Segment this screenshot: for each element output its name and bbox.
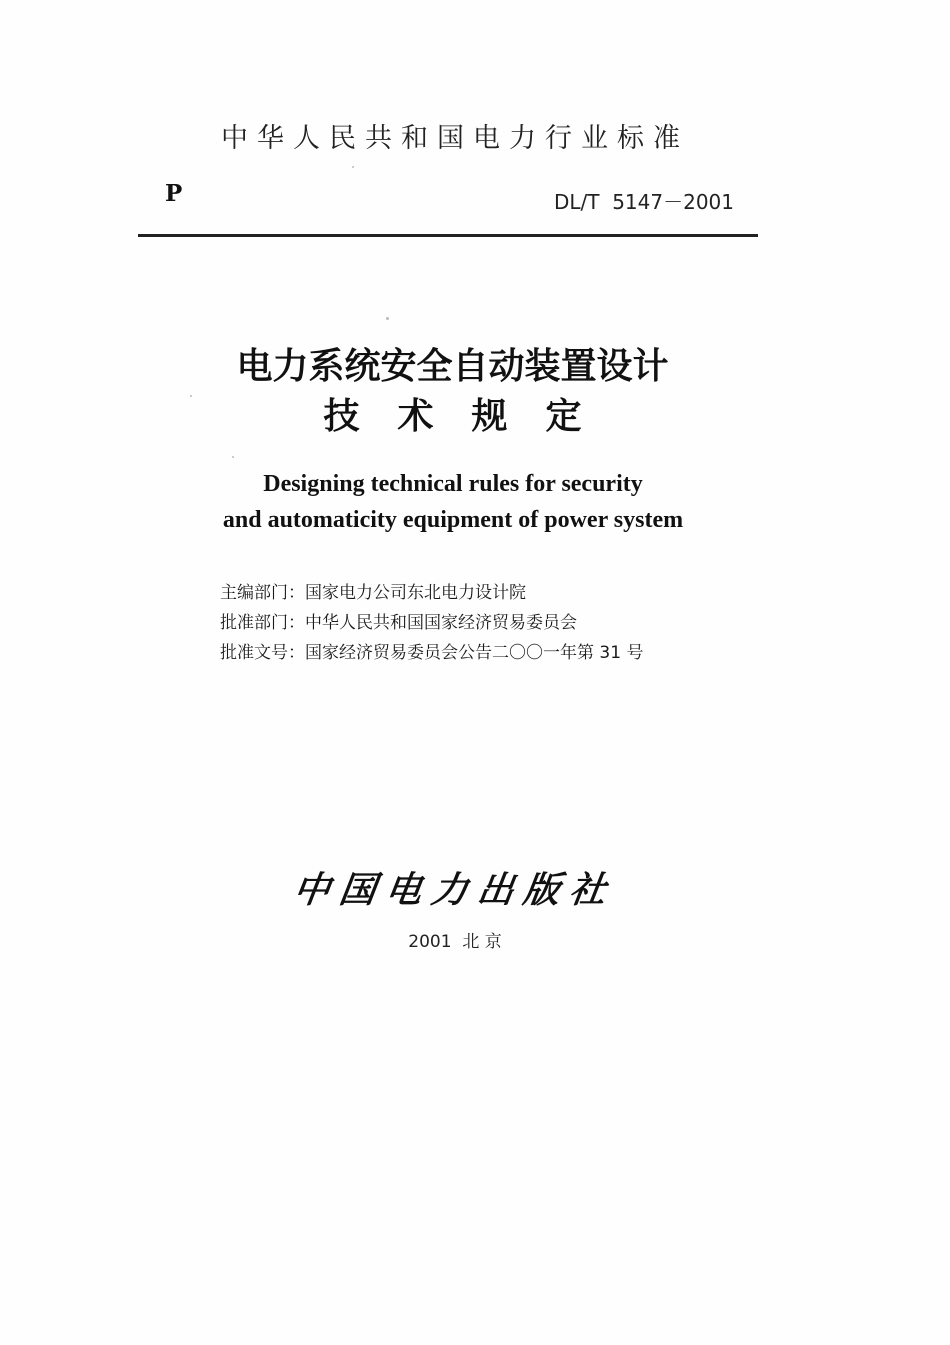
- classification-code: P: [165, 180, 183, 207]
- issuing-organization: 中华人民共和国电力行业标准: [221, 123, 689, 154]
- document-label: 批准文号：: [220, 643, 305, 663]
- standard-number: DL/T 5147－2001: [553, 190, 734, 214]
- chinese-title-line2: 技术规定: [323, 396, 620, 437]
- approver-row: [220, 608, 643, 638]
- approver-label: 批准部门：: [220, 613, 305, 633]
- chinese-title-line1: 电力系统安全自动装置设计: [236, 346, 669, 387]
- scan-speck: [352, 166, 354, 168]
- approval-metadata: [220, 578, 643, 668]
- english-title-line2: and automaticity equipment of power system: [222, 507, 684, 533]
- english-title-line1: Designing technical rules for security: [263, 471, 643, 497]
- document-value: 国家经济贸易委员会公告二〇〇一年第 31 号: [305, 643, 644, 663]
- header-divider: [138, 234, 758, 237]
- publication-year-place: 2001 北 京: [408, 932, 502, 952]
- scan-speck: [232, 456, 234, 458]
- chinese-title: [0, 342, 905, 442]
- editor-row: [220, 578, 643, 608]
- scan-speck: [190, 395, 192, 397]
- editor-value: 国家电力公司东北电力设计院: [305, 583, 526, 603]
- scan-speck: [386, 317, 389, 320]
- document-number-row: [220, 638, 643, 668]
- english-title: [0, 466, 906, 538]
- approver-value: 中华人民共和国国家经济贸易委员会: [305, 613, 577, 633]
- publisher-name: 中国电力出版社: [290, 869, 619, 911]
- editor-label: 主编部门：: [220, 583, 305, 603]
